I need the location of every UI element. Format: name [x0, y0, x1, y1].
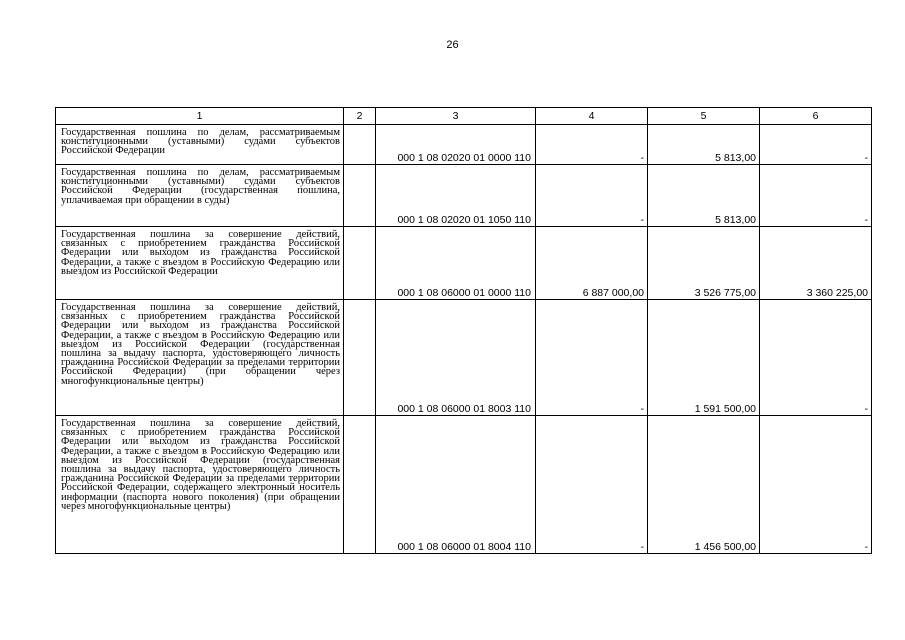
- column-header: 4: [536, 108, 648, 125]
- value-cell: 5 813,00: [648, 125, 760, 165]
- revenue-table: [55, 107, 872, 554]
- column-header: 1: [56, 108, 344, 125]
- value-cell: -: [536, 165, 648, 227]
- column-header: 5: [648, 108, 760, 125]
- column-header: 6: [760, 108, 872, 125]
- table-row: [56, 125, 872, 165]
- value-cell: 6 887 000,00: [536, 227, 648, 300]
- value-cell: 1 591 500,00: [648, 300, 760, 416]
- table-row: [56, 416, 872, 554]
- table-row: [56, 165, 872, 227]
- value-cell: 3 360 225,00: [760, 227, 872, 300]
- table-row: [56, 300, 872, 416]
- revenue-name-cell: Государственная пошлина по делам, рассматриваемым конституционными (уставными) судами субъектов Российской Федерации (государственная пошлина, уплачиваемая при обращении в суды): [56, 165, 344, 227]
- budget-code-cell: 000 1 08 02020 01 0000 110: [376, 125, 536, 165]
- value-cell: -: [760, 125, 872, 165]
- empty-cell: [344, 125, 376, 165]
- value-cell: -: [536, 416, 648, 554]
- value-cell: 1 456 500,00: [648, 416, 760, 554]
- budget-code-cell: 000 1 08 02020 01 1050 110: [376, 165, 536, 227]
- table-header-row: [56, 108, 872, 125]
- revenue-name-cell: Государственная пошлина по делам, рассматриваемым конституционными (уставными) судами субъектов Российской Федерации: [56, 125, 344, 165]
- value-cell: -: [760, 300, 872, 416]
- value-cell: -: [760, 416, 872, 554]
- value-cell: -: [536, 300, 648, 416]
- column-header: 2: [344, 108, 376, 125]
- empty-cell: [344, 416, 376, 554]
- table-row: [56, 227, 872, 300]
- revenue-name-cell: Государственная пошлина за совершение действий, связанных с приобретением гражданства Российской Федерации или выходом из гражданства Российской Федерации, а также с въездом в Российскую Федерацию или выездом из Российской Федерации (государственная пошлина за выдачу паспорта, удостоверяющего личность гражданина Российской Федерации за пределами территории Российской Федерации, содержащего электронный носитель информации (паспорта нового поколения) (при обращении через многофункциональные центры): [56, 416, 344, 554]
- revenue-name-cell: Государственная пошлина за совершение действий, связанных с приобретением гражданства Российской Федерации или выходом из гражданства Российской Федерации, а также с въездом в Российскую Федерацию или выездом из Российской Федерации (государственная пошлина за выдачу паспорта, удостоверяющего личность гражданина Российской Федерации за пределами территории Российской Федерации) (при обращении через многофункциональные центры): [56, 300, 344, 416]
- budget-code-cell: 000 1 08 06000 01 8004 110: [376, 416, 536, 554]
- budget-code-cell: 000 1 08 06000 01 8003 110: [376, 300, 536, 416]
- budget-code-cell: 000 1 08 06000 01 0000 110: [376, 227, 536, 300]
- empty-cell: [344, 300, 376, 416]
- column-header: 3: [376, 108, 536, 125]
- revenue-name-cell: Государственная пошлина за совершение действий, связанных с приобретением гражданства Российской Федерации или выходом из гражданства Российской Федерации, а также с въездом в Российскую Федерацию или выездом из Российской Федерации: [56, 227, 344, 300]
- page-number: 26: [446, 39, 459, 51]
- value-cell: 5 813,00: [648, 165, 760, 227]
- empty-cell: [344, 165, 376, 227]
- value-cell: 3 526 775,00: [648, 227, 760, 300]
- value-cell: -: [536, 125, 648, 165]
- value-cell: -: [760, 165, 872, 227]
- empty-cell: [344, 227, 376, 300]
